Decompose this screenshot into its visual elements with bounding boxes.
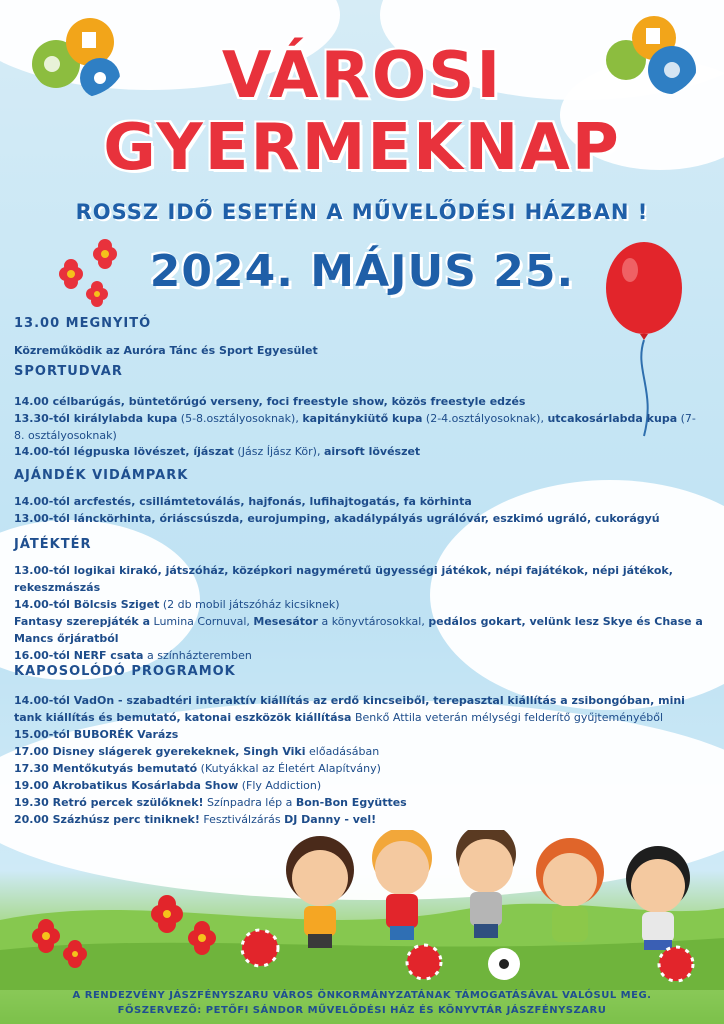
related-l6c: Bon-Bon Együttes: [295, 796, 407, 809]
related-heading: KAPOSOLÓDÓ PROGRAMOK: [14, 664, 236, 679]
games-heading: JÁTÉKTÉR: [14, 537, 92, 552]
gift-heading: AJÁNDÉK VIDÁMPARK: [14, 468, 189, 483]
related-l1b: Benkő Attila veterán mélységi felderítő gyűjteményéből: [351, 711, 664, 724]
related-line-1: [14, 692, 706, 726]
related-line-5: [14, 777, 706, 794]
footer: [0, 988, 724, 1018]
related-line-6: [14, 794, 706, 811]
related-l5b: (Fly Addiction): [238, 779, 322, 792]
title-line-1: VÁROSI: [221, 39, 503, 113]
sport-l2d: (2-4.osztályosoknak),: [422, 412, 548, 425]
games-line-2: [14, 596, 706, 613]
related-line-7: [14, 811, 706, 828]
related-l3a: 17.00 Disney slágerek gyerekeknek, Singh Viki: [14, 745, 306, 758]
sport-l3a: 14.00-tól légpuska lövészet, íjászat: [14, 445, 234, 458]
games-l3c: Mesesátor: [253, 615, 319, 628]
sport-l2a: 13.30-tól királylabda kupa: [14, 412, 178, 425]
sport-l2c: kapitánykiütő kupa: [302, 412, 423, 425]
sport-l3b: (Jász Íjász Kör),: [233, 445, 324, 458]
games-l3a: Fantasy szerepjáték a: [14, 615, 151, 628]
related-l7b: Fesztiválzárás: [199, 813, 285, 826]
title-line-2: GYERMEKNAP: [103, 111, 621, 185]
games-l3b: Lumina Cornuval,: [150, 615, 254, 628]
related-l6b: Színpadra lép a: [203, 796, 296, 809]
flower-icon: [48, 238, 128, 308]
related-line-3: [14, 743, 706, 760]
related-l1a: 14.00-tól VadOn - szabadtéri interaktív kiállítás az erdő kincseiből, terepasztal kiállítás a zsibongóban, mini tank kiállítás és bemutató, katonai eszközök kiállítása: [14, 694, 685, 724]
related-l5a: 19.00 Akrobatikus Kosárlabda Show: [14, 779, 239, 792]
footer-line-1: A RENDEZVÉNY JÁSZFÉNYSZARU VÁROS ÖNKORMÁNYZATÁNAK TÁMOGATÁSÁVAL VALÓSUL MEG.: [72, 990, 652, 1001]
games-line-3: [14, 613, 706, 647]
related-l6a: 19.30 Retró percek szülőknek!: [14, 796, 204, 809]
games-l2b: (2 db mobil játszóház kicsiknek): [159, 598, 340, 611]
related-line-4: [14, 760, 706, 777]
related-l3b: előadásában: [305, 745, 380, 758]
sport-l2b: (5-8.osztályosoknak),: [177, 412, 303, 425]
games-line-4: [14, 647, 706, 664]
games-l4b: a színházteremben: [143, 649, 252, 662]
games-l3d: a könyvtárosokkal,: [318, 615, 429, 628]
games-l4a: 16.00-tól NERF csata: [14, 649, 144, 662]
gift-line-1: 14.00-tól arcfestés, csillámtetoválás, hajfonás, lufihajtogatás, fa körhinta: [14, 495, 472, 508]
subtitle: ROSSZ IDŐ ESETÉN A MŰVELŐDÉSI HÁZBAN !: [75, 200, 649, 224]
gift-line-2: 13.00-tól lánckörhinta, óriáscsúszda, eurojumping, akadálypályás ugrálóvár, eszkimó ugráló, cukorágyú: [14, 512, 660, 525]
games-l2a: 14.00-tól Bölcsis Sziget: [14, 598, 160, 611]
sport-l2f: (7-8. osztályosoknak): [14, 412, 696, 442]
opening-heading: 13.00 MEGNYITÓ: [14, 316, 152, 331]
related-l4b: (Kutyákkal az Életért Alapítvány): [197, 762, 381, 775]
games-l3e: pedálos gokart, velünk lesz Skye és Chase a Mancs őrjáratból: [14, 615, 703, 645]
opening-line: [14, 342, 706, 359]
children-illustration: [0, 830, 724, 990]
sport-l3c: airsoft lövészet: [323, 445, 421, 458]
sport-line-1: 14.00 célbarúgás, büntetőrúgó verseny, foci freestyle show, közös freestyle edzés: [14, 395, 526, 408]
related-l4a: 17.30 Mentőkutyás bemutató: [14, 762, 198, 775]
related-line-2: 15.00-tól BUBORÉK Varázs: [14, 728, 179, 741]
event-date: 2024. MÁJUS 25.: [149, 246, 575, 297]
sport-line-2: [14, 410, 706, 444]
related-l7a: 20.00 Százhúsz perc tiniknek!: [14, 813, 200, 826]
sport-line-3: [14, 443, 706, 460]
opening-text: Közreműködik az Auróra Tánc és Sport Egyesület: [14, 344, 318, 357]
footer-line-2: FŐSZERVEZŐ: PETŐFI SÁNDOR MŰVELŐDÉSI HÁZ ÉS KÖNYVTÁR JÁSZFÉNYSZARU: [117, 1005, 607, 1016]
sport-heading: SPORTUDVAR: [14, 364, 123, 379]
sport-l2e: utcakosárlabda kupa: [547, 412, 678, 425]
related-l7c: DJ Danny - vel!: [284, 813, 377, 826]
games-line-1: 13.00-tól logikai kirakó, játszóház, középkori nagyméretű ügyességi játékok, népi fajátékok, népi játékok, rekeszmászás: [14, 564, 673, 594]
